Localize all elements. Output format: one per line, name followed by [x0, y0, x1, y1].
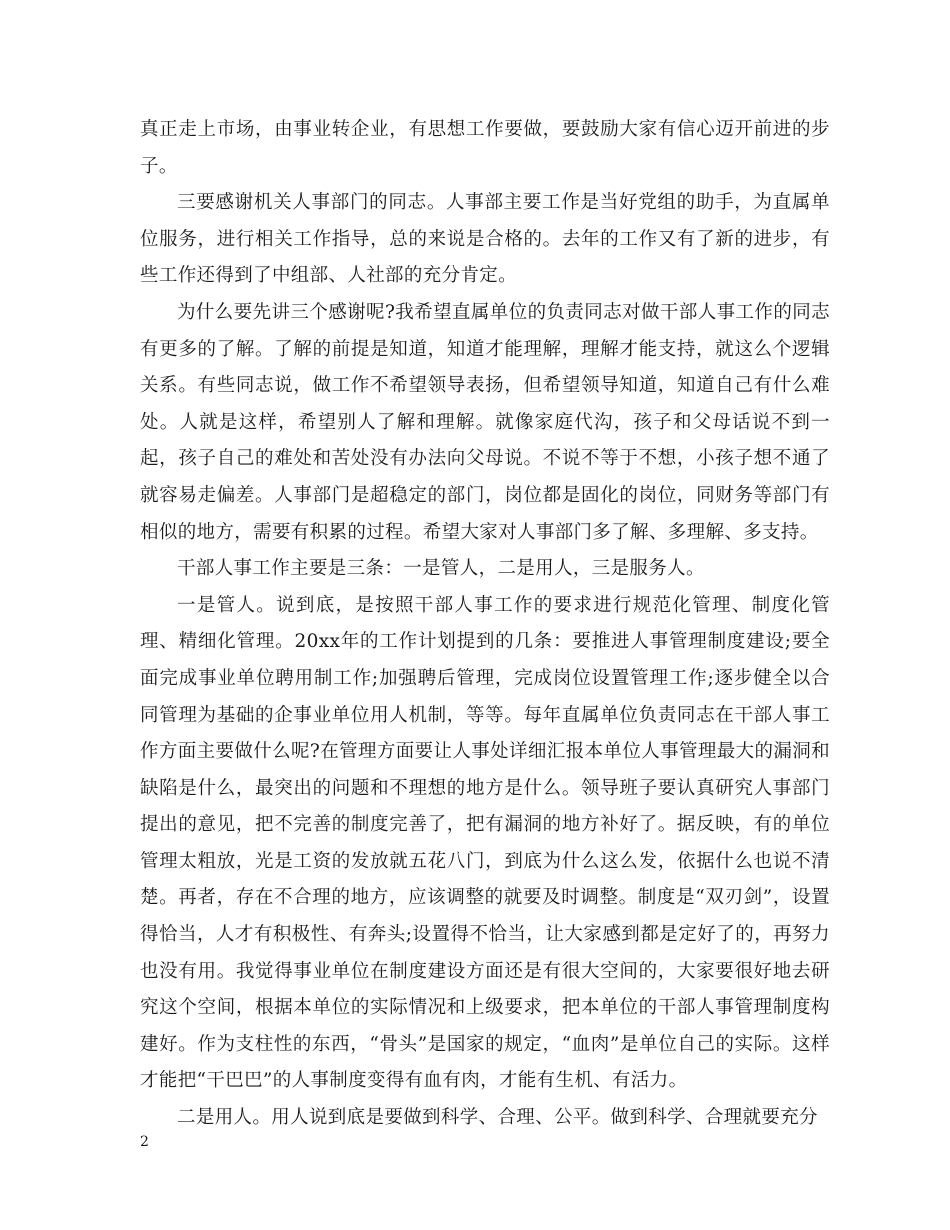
paragraph-using-people: 二是用人。用人说到底是要做到科学、合理、公平。做到科学、合理就要充分: [177, 1107, 818, 1129]
paragraph-continuation: 真正走上市场，由事业转企业，有思想工作要做，要鼓励大家有信心迈开前进的步子。: [140, 119, 830, 177]
document-body: [140, 112, 830, 1137]
paragraph-thanks-hr-department: 三要感谢机关人事部门的同志。人事部主要工作是当好党组的助手，为直属单位服务，进行相关工作指导，总的来说是合格的。去年的工作又有了新的进步，有些工作还得到了中组部、人社部的充分肯定。: [140, 192, 830, 287]
paragraph-three-tasks: 干部人事工作主要是三条：一是管人，二是用人，三是服务人。: [177, 558, 705, 580]
paragraph-managing-people: 一是管人。说到底，是按照干部人事工作的要求进行规范化管理、制度化管理、精细化管理。20xx年的工作计划提到的几条：要推进人事管理制度建设;要全面完成事业单位聘用制工作;加强聘后管理，完成岗位设置管理工作;逐步健全以合同管理为基础的企事业单位用人机制，等等。每年直属单位负责同志在干部人事工作方面主要做什么呢?在管理方面要让人事处详细汇报本单位人事管理最大的漏洞和缺陷是什么，最突出的问题和不理想的地方是什么。领导班子要认真研究人事部门提出的意见，把不完善的制度完善了，把有漏洞的地方补好了。据反映，有的单位管理太粗放，光是工资的发放就五花八门，到底为什么这么发，依据什么也说不清楚。再者，存在不合理的地方，应该调整的就要及时调整。制度是“双刃剑”，设置得恰当，人才有积极性、有奔头;设置得不恰当，让大家感到都是定好了的，再努力也没有用。我觉得事业单位在制度建设方面还是有很大空间的，大家要很好地去研究这个空间，根据本单位的实际情况和上级要求，把本单位的干部人事管理制度构建好。作为支柱性的东西，“骨头”是国家的规定，“血肉”是单位自己的实际。这样才能把“干巴巴”的人事制度变得有血有肉，才能有生机、有活力。: [140, 594, 830, 1092]
page-number: 2: [140, 1134, 149, 1150]
paragraph-why-three-thanks: 为什么要先讲三个感谢呢?我希望直属单位的负责同志对做干部人事工作的同志有更多的了解。了解的前提是知道，知道才能理解，理解才能支持，就这么个逻辑关系。有些同志说，做工作不希望领导表扬，但希望领导知道，知道自己有什么难处。人就是这样，希望别人了解和理解。就像家庭代沟，孩子和父母话说不到一起，孩子自己的难处和苦处没有办法向父母说。不说不等于不想，小孩子想不通了就容易走偏差。人事部门是超稳定的部门，岗位都是固化的岗位，同财务等部门有相似的地方，需要有积累的过程。希望大家对人事部门多了解、多理解、多支持。: [140, 301, 830, 543]
